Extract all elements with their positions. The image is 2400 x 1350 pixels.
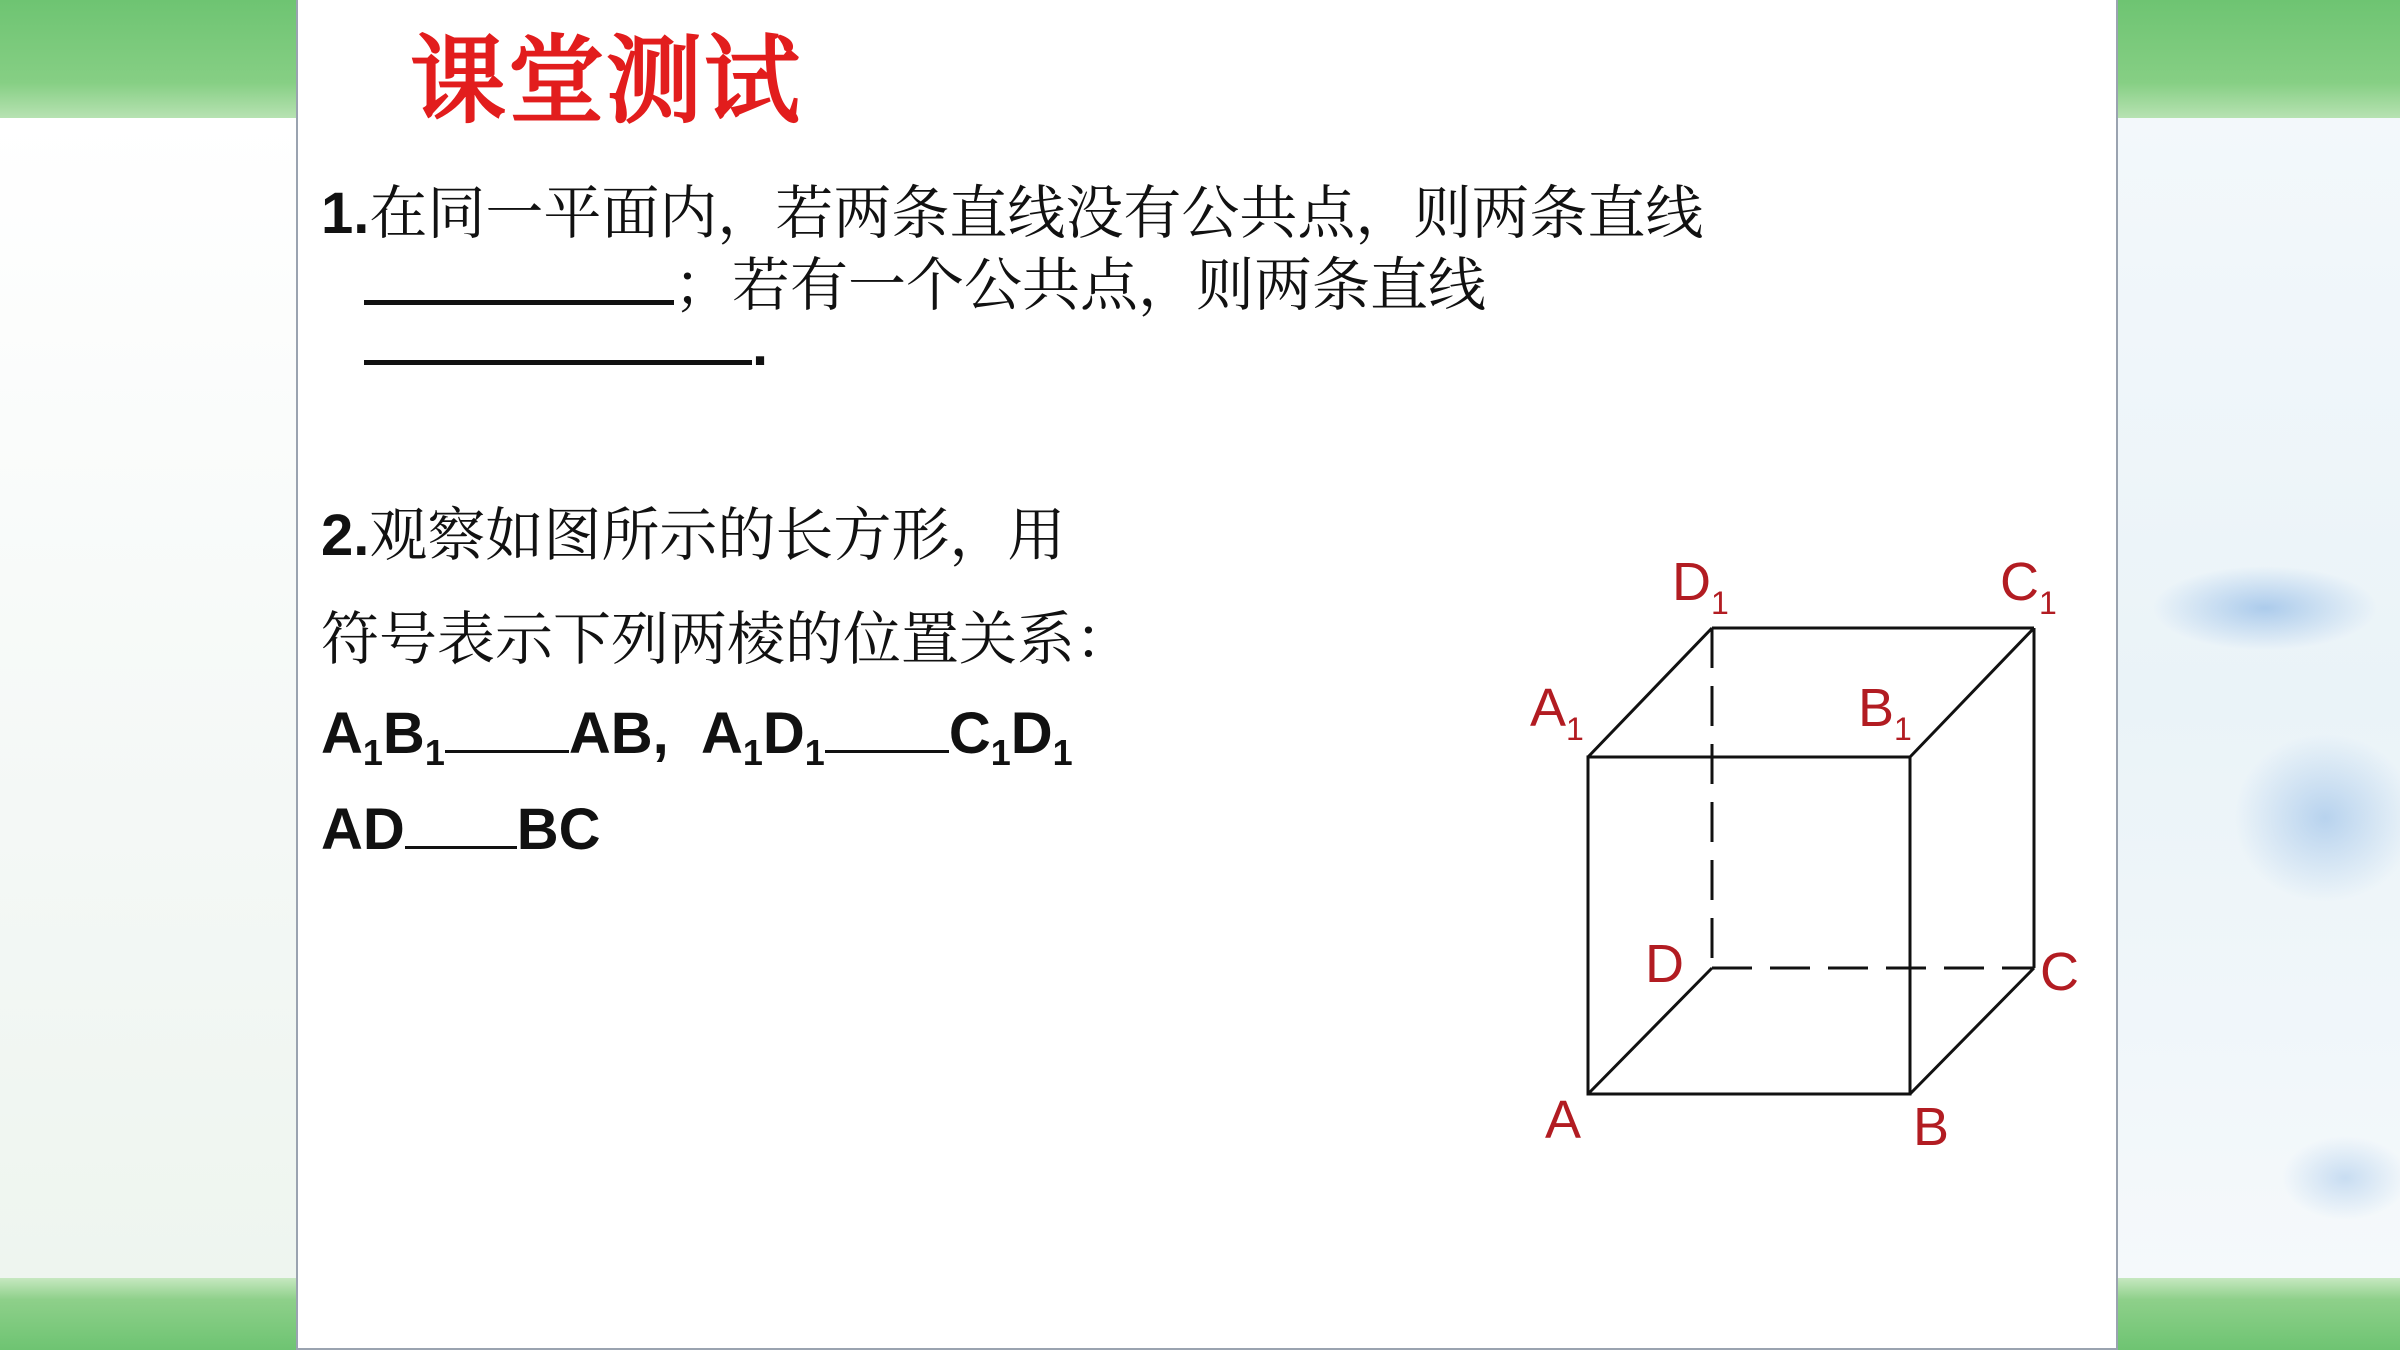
edge-c1d1-c: C <box>948 701 991 766</box>
vertex-label-d: D <box>1645 934 1684 994</box>
edge-a1b1-b: B <box>382 701 425 766</box>
edge-a1b1-a-sub: 1 <box>362 732 383 773</box>
vertex-label-a1: $A_1$ <box>1530 678 1584 747</box>
vertex-label-b1: $B_1$ <box>1858 678 1912 747</box>
edge-a1d1-a-sub: 1 <box>742 732 763 773</box>
edge-bc: BC <box>516 797 601 862</box>
q1-text-1: 在同一平面内，若两条直线没有公共点，则两条直线 <box>369 179 1704 247</box>
vertex-label-a: A <box>1545 1090 1582 1150</box>
vertex-label-b: B <box>1913 1097 1950 1157</box>
q1-text-2: ；若有一个公共点，则两条直线 <box>674 251 1487 319</box>
edge-a1d1-d: D <box>762 701 805 766</box>
edge-a1d1-a: A <box>700 701 743 766</box>
edge-c1d1-d: D <box>1010 701 1053 766</box>
slide-title: 课堂测试 <box>410 25 802 137</box>
edge-b1-c1 <box>1910 628 2034 757</box>
edge-a1b1-a: A <box>321 701 363 766</box>
edge-ab: AB, <box>568 701 669 766</box>
edge-c1d1-c-sub: 1 <box>990 732 1011 773</box>
edge-b-c <box>1910 968 2034 1094</box>
edge-a1-d1 <box>1588 628 1712 757</box>
vertex-label-c1: $C_1$ <box>2000 552 2057 621</box>
edge-ad: AD <box>321 797 405 862</box>
q2-number: 2. <box>321 503 370 568</box>
edge-a1d1-d-sub: 1 <box>804 732 825 773</box>
edge-a1b1-b-sub: 1 <box>424 732 445 773</box>
vertex-label-c: C <box>2040 942 2079 1002</box>
q1-number: 1. <box>321 181 370 246</box>
q2-text-1: 观察如图所示的长方形，用 <box>369 501 1066 569</box>
vertex-label-d1: $D_1$ <box>1672 552 1729 621</box>
edge-c1d1-d-sub: 1 <box>1052 732 1073 773</box>
q2-line2: 符号表示下列两棱的位置关系： <box>321 605 1134 673</box>
q1-period: . <box>752 313 769 378</box>
